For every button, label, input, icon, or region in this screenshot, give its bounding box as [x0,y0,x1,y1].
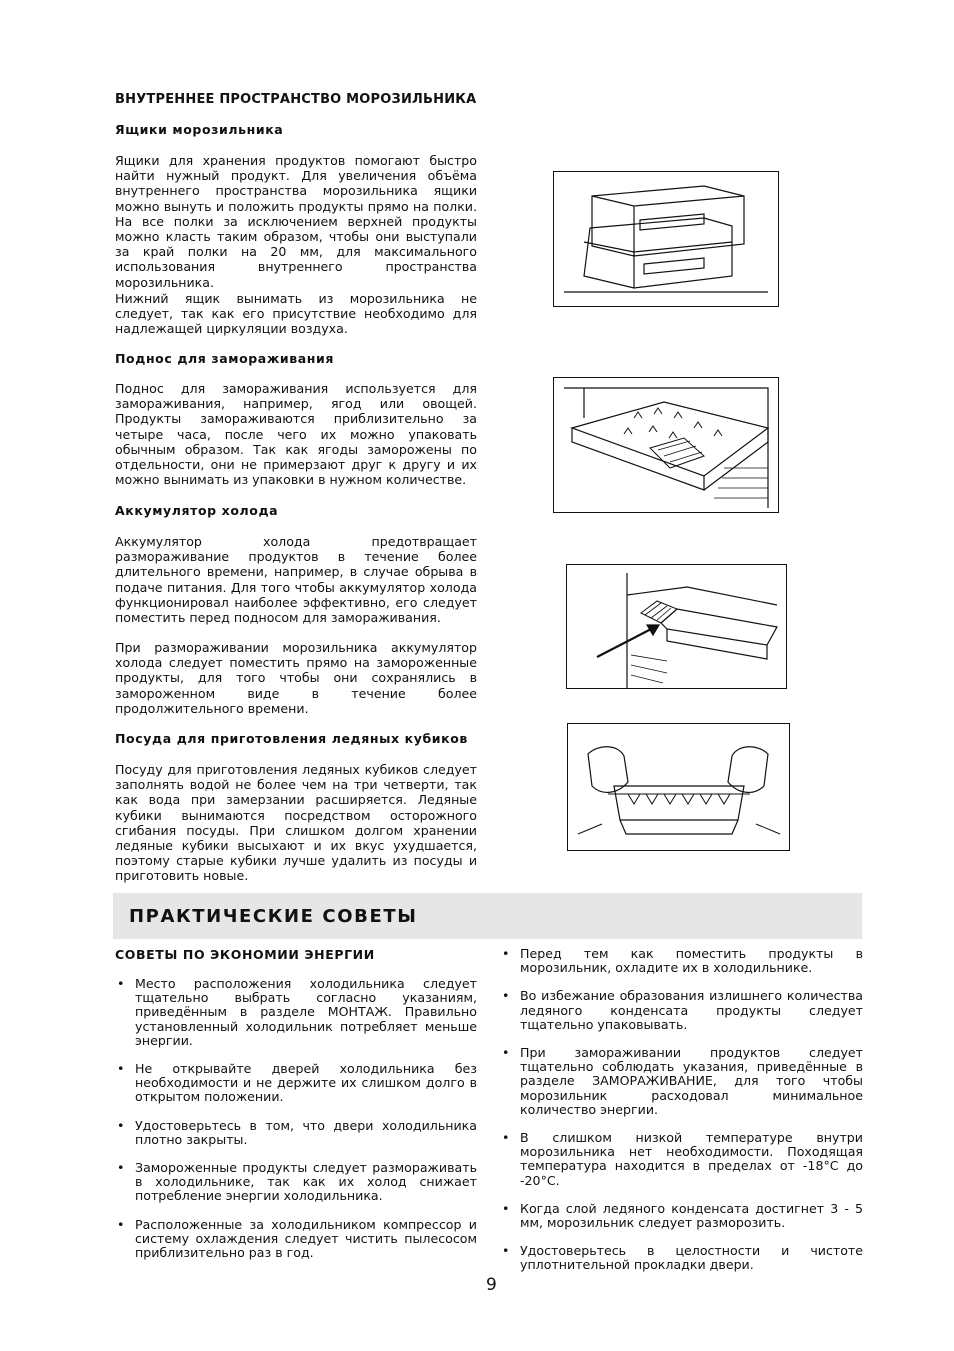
tip-clean-compressor: • Расположенные за холодильником компрессор и систему охлаждения следует чистить пылесосом приблизительно раз в год. [115,1218,477,1261]
tip-follow-freezing-instructions: • При замораживании продуктов следует тщательно соблюдать указания, приведённые в разделе ЗАМОРАЖИВАНИЕ, для того чтобы морозильник расходовал минимальное количество энергии. [500,1046,863,1117]
tip-wrap-products: • Во избежание образования излишнего количества ледяного конденсата продукты следует тщательно упаковывать. [500,989,863,1032]
freezer-drawers-illustration [553,171,779,307]
tip-location: • Место расположения холодильника следует тщательно выбрать согласно указаниям, приведённым в разделе МОНТАЖ. Правильно установленный холодильник потребляет меньше энергии. [115,977,477,1048]
tip-temperature: • В слишком низкой температуре внутри морозильника нет необходимости. Походящая температура находится в пределах от -18°С до -20°С. [500,1131,863,1188]
right-tips-list [500,947,863,1273]
left-tips-list [115,977,477,1260]
freezing-tray-illustration [553,377,779,513]
section-title: ВНУТРЕННЕЕ ПРОСТРАНСТВО МОРОЗИЛЬНИКА [115,92,477,107]
accumulator-paragraph-1: Аккумулятор холода предотвращает размораживание продуктов в течение более длительного времени, например, в случае обрыва в подаче питания. Для того чтобы аккумулятор холода функционировал наиболее эффективно, его следует поместить перед подносом для замораживания. [115,534,477,626]
page-number: 9 [486,1275,497,1295]
ice-paragraph: Посуду для приготовления ледяных кубиков следует заполнять водой не более чем на три четверти, так как вода при замерзании расширяется. Ледяные кубики вынимаются посредством осторожного сгибания посуды. При слишком долгом хранении ледяные кубики высыхают и их вкус ухудшается, поэтому старые кубики лучше удалить из посуды и приготовить новые. [115,762,477,884]
ice-cube-tray-illustration [567,723,790,851]
tip-defrost-in-fridge: • Замороженные продукты следует размораживать в холодильнике, так как их холод снижает потребление энергии холодильника. [115,1161,477,1204]
practical-tips-banner [113,893,862,939]
drawers-heading: Ящики морозильника [115,122,284,137]
accumulator-paragraph-2: При размораживании морозильника аккумулятор холода следует поместить прямо на замороженные продукты, для того чтобы они сохранялись в замороженном виде в течение более продолжительного времени. [115,640,477,716]
practical-tips-title: ПРАКТИЧЕСКИЕ СОВЕТЫ [129,906,418,927]
tip-doors-open: • Не открывайте дверей холодильника без необходимости и не держите их слишком долго в открытом положении. [115,1062,477,1105]
accumulator-heading: Аккумулятор холода [115,503,279,518]
drawers-paragraph-1: Ящики для хранения продуктов помогают быстро найти нужный продукт. Для увеличения объёма внутреннего пространства морозильника ящики можно вынуть и положить продукты прямо на полки. На все полки за исключением верхней продукты можно класть таким образом, чтобы они выступали за край полки на 20 мм, для максимального использования внутреннего пространства морозильника. [115,153,477,290]
drawers-paragraph-2: Нижний ящик вынимать из морозильника не следует, так как его присутствие необходимо для надлежащей циркуляции воздуха. [115,291,477,337]
tray-heading: Поднос для замораживания [115,351,335,366]
tray-paragraph: Поднос для замораживания используется для замораживания, например, ягод или овощей. Продукты замораживаются приблизительно за четыре часа, после чего их можно упаковать обычным образом. Так как ягоды заморожены по отдельности, они не примерзают друг к другу и их можно вынимать из упаковки в нужном количестве. [115,381,477,488]
cold-accumulator-illustration [566,564,787,689]
tip-cool-before-freezing: • Перед тем как поместить продукты в морозильник, охладите их в холодильнике. [500,947,863,975]
tip-doors-closed: • Удостоверьтесь в том, что двери холодильника плотно закрыты. [115,1119,477,1147]
tip-defrost-thickness: • Когда слой ледяного конденсата достигнет 3 - 5 мм, морозильник следует разморозить. [500,1202,863,1230]
ice-heading: Посуда для приготовления ледяных кубиков [115,731,468,746]
tip-door-seal: • Удостоверьтесь в целостности и чистоте уплотнительной прокладки двери. [500,1244,863,1272]
energy-saving-heading: СОВЕТЫ ПО ЭКОНОМИИ ЭНЕРГИИ [115,947,375,962]
